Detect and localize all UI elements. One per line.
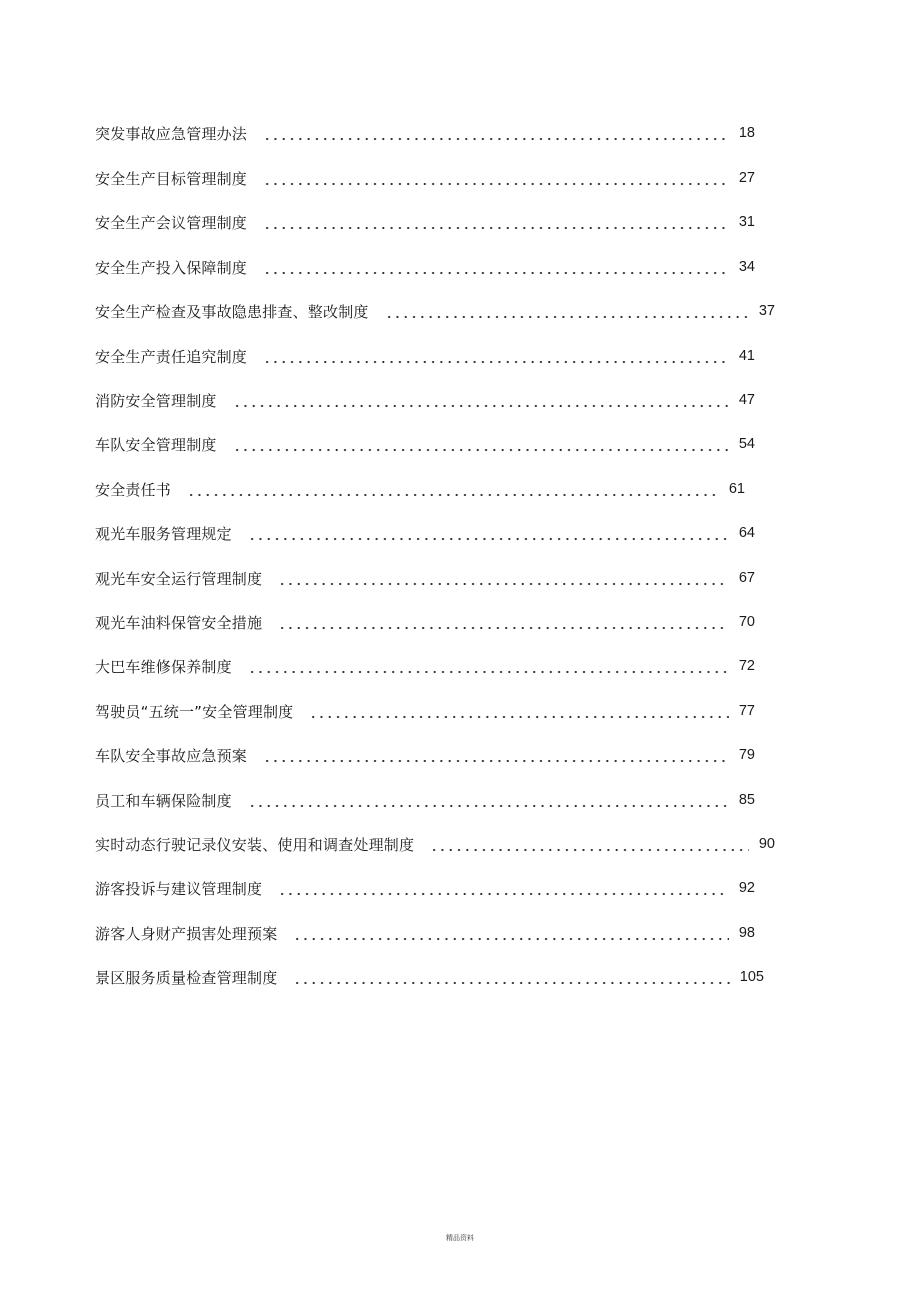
toc-entry-page: 31 (738, 214, 755, 230)
toc-entry (95, 166, 755, 190)
toc-entry-page: 41 (738, 348, 755, 364)
toc-leader-dots (430, 840, 749, 852)
toc-entry-title: 安全生产责任追究制度 (95, 347, 248, 366)
toc-leader-dots (293, 973, 729, 985)
toc-entry-title: 实时动态行驶记录仪安装、使用和调查处理制度 (95, 835, 415, 854)
toc-leader-dots (248, 796, 729, 808)
toc-entry-title: 观光车服务管理规定 (95, 524, 232, 543)
toc-entry (95, 876, 755, 900)
toc-entry-title: 安全责任书 (95, 480, 172, 499)
toc-entry-page: 105 (739, 969, 764, 985)
toc-entry-title: 景区服务质量检查管理制度 (95, 968, 278, 987)
toc-leader-dots (187, 485, 719, 497)
toc-leader-dots (263, 129, 729, 141)
toc-leader-dots (248, 529, 729, 541)
toc-entry (95, 566, 755, 590)
toc-leader-dots (248, 662, 729, 674)
toc-entry (95, 477, 745, 501)
toc-leader-dots (263, 352, 729, 364)
toc-entry (95, 699, 755, 723)
toc-entry-page: 37 (758, 303, 775, 319)
toc-entry-title: 观光车安全运行管理制度 (95, 569, 263, 588)
toc-entry-title: 游客人身财产损害处理预案 (95, 924, 278, 943)
toc-entry-page: 54 (738, 436, 755, 452)
toc-entry-page: 92 (738, 880, 755, 896)
toc-entry-title: 车队安全管理制度 (95, 435, 217, 454)
toc-entry (95, 654, 755, 678)
toc-entry (95, 121, 755, 145)
toc-entry-title: 大巴车维修保养制度 (95, 657, 232, 676)
toc-entry (95, 743, 755, 767)
toc-entry-page: 77 (738, 703, 755, 719)
toc-entry-page: 61 (728, 481, 745, 497)
toc-entry (95, 344, 755, 368)
toc-entry (95, 388, 755, 412)
toc-leader-dots (233, 440, 729, 452)
toc-entry-title: 安全生产会议管理制度 (95, 213, 248, 232)
toc-entry-page: 90 (758, 836, 775, 852)
toc-leader-dots (293, 929, 728, 941)
toc-leader-dots (278, 884, 729, 896)
toc-entry-page: 34 (738, 259, 755, 275)
toc-entry (95, 521, 755, 545)
toc-leader-dots (278, 574, 729, 586)
toc-entry-title: 员工和车辆保险制度 (95, 791, 232, 810)
toc-leader-dots (309, 707, 729, 719)
toc-entry-title: 安全生产目标管理制度 (95, 169, 248, 188)
toc-entry (95, 832, 775, 856)
toc-entry-title: 游客投诉与建议管理制度 (95, 879, 263, 898)
toc-entry-page: 18 (738, 125, 755, 141)
toc-entry-page: 79 (738, 747, 755, 763)
toc-leader-dots (263, 751, 729, 763)
toc-entry-page: 27 (738, 170, 755, 186)
toc-entry-page: 47 (738, 392, 755, 408)
toc-entry (95, 610, 755, 634)
toc-entry-title: 车队安全事故应急预案 (95, 746, 248, 765)
toc-entry (95, 210, 755, 234)
toc-entry (95, 921, 755, 945)
toc-entry-title: 观光车油料保管安全措施 (95, 613, 263, 632)
toc-leader-dots (263, 174, 729, 186)
toc-entry (95, 965, 764, 989)
toc-entry-page: 70 (738, 614, 755, 630)
toc-leader-dots (278, 618, 729, 630)
toc-entry (95, 432, 755, 456)
toc-entry-page: 85 (738, 792, 755, 808)
toc-entry-page: 67 (738, 570, 755, 586)
toc-entry (95, 788, 755, 812)
toc-leader-dots (385, 307, 749, 319)
toc-entry-title: 安全生产检查及事故隐患排查、整改制度 (95, 302, 369, 321)
toc-entry-title: 消防安全管理制度 (95, 391, 217, 410)
toc-leader-dots (263, 218, 729, 230)
toc-entry-page: 98 (738, 925, 755, 941)
toc-entry-page: 64 (738, 525, 755, 541)
page-footer: 精品资料 (446, 1234, 474, 1242)
toc-entry-title: 突发事故应急管理办法 (95, 124, 248, 143)
toc-leader-dots (233, 396, 729, 408)
toc-leader-dots (263, 263, 729, 275)
toc-entry-title: 安全生产投入保障制度 (95, 258, 248, 277)
toc-entry (95, 299, 775, 323)
toc-entry-page: 72 (738, 658, 755, 674)
toc-entry-title: 驾驶员“五统一”安全管理制度 (95, 702, 294, 721)
toc-entry (95, 255, 755, 279)
